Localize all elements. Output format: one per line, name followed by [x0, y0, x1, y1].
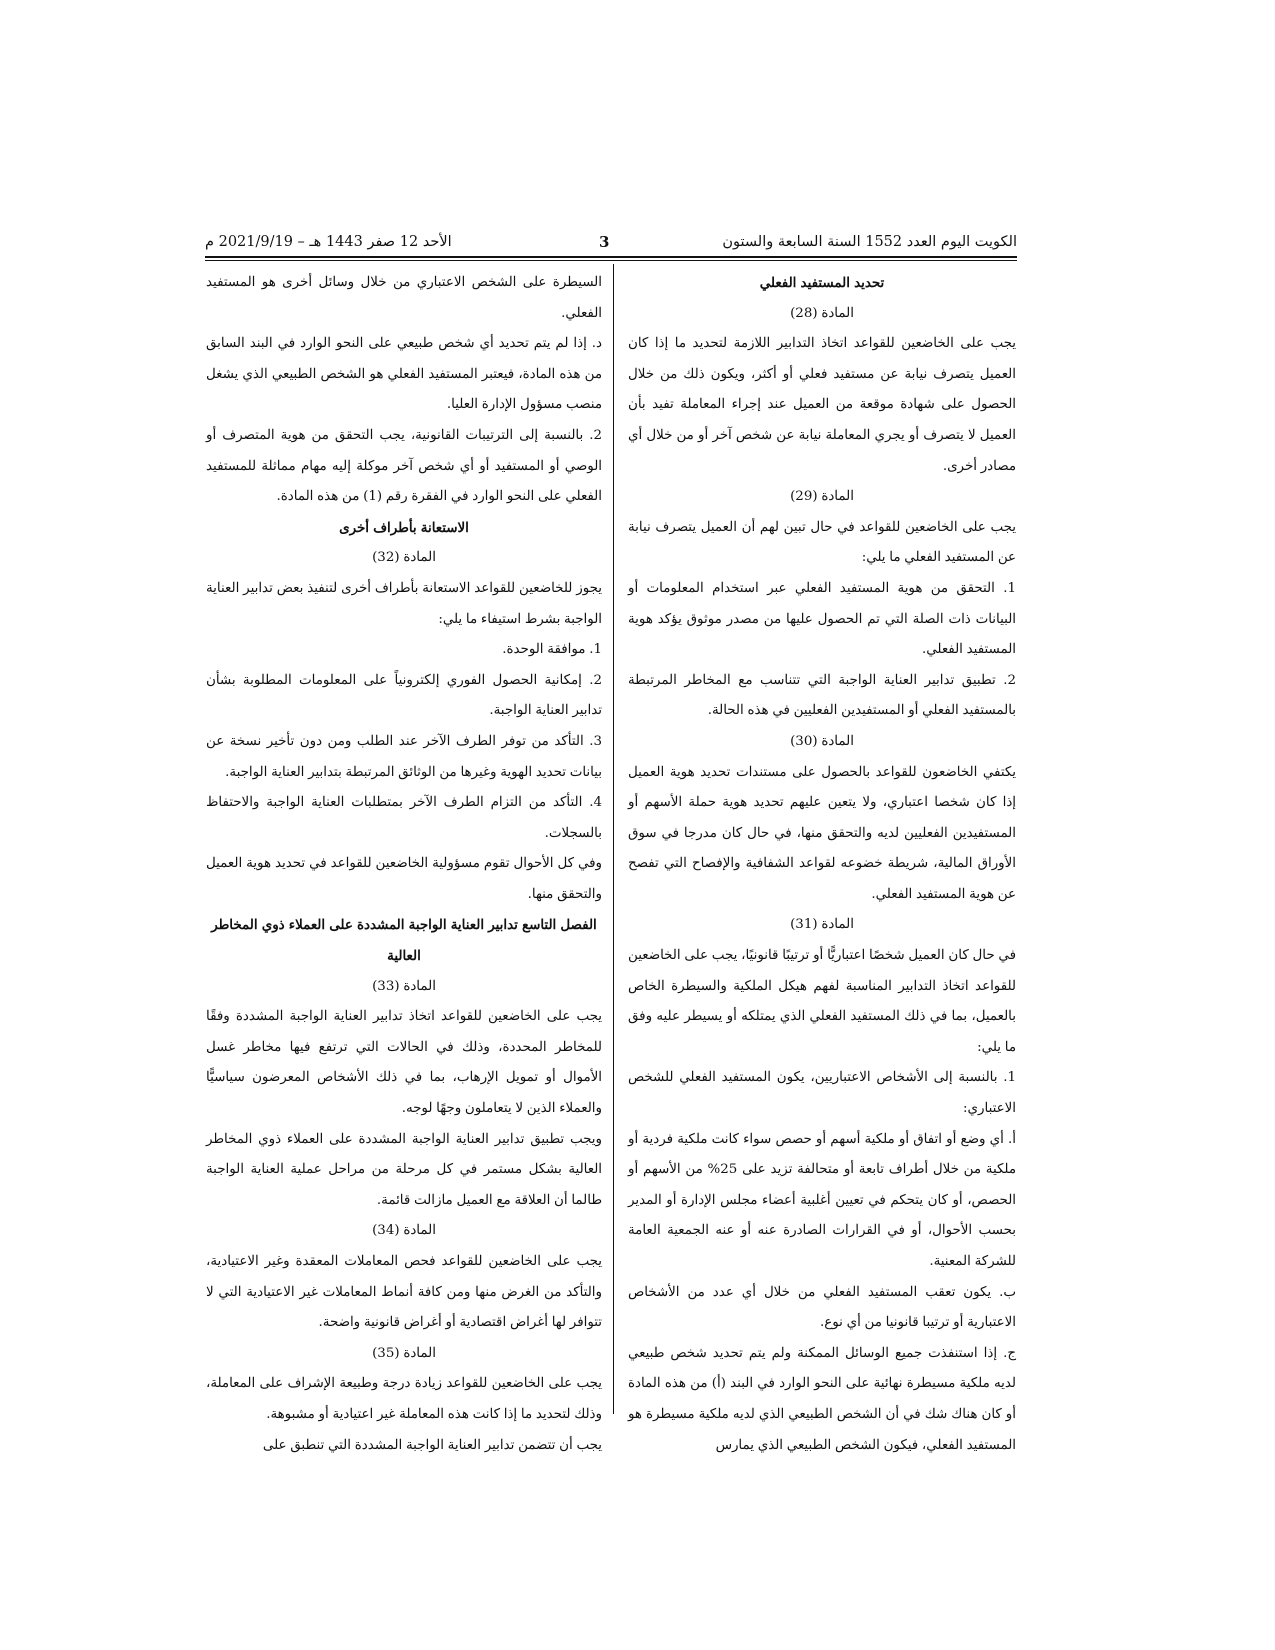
article-body: يجب على الخاضعين للقواعد زيادة درجة وطبيعة الإشراف على المعاملة، وذلك لتحديد ما إذا كانت هذه المعاملة غير اعتيادية أو مشبوهة. [206, 1376, 602, 1422]
header-rule-thin [205, 260, 1017, 261]
article-body: يجب على الخاضعين للقواعد في حال تبين لهم أن العميل يتصرف نيابة عن المستفيد الفعلي ما يلي: [628, 519, 1016, 566]
list-item: ب. يكون تعقب المستفيد الفعلي من خلال أي عدد من الأشخاص الاعتبارية أو ترتيبا قانونيا من أي نوع. [628, 1284, 1016, 1331]
article-heading: المادة (33) [372, 978, 436, 994]
article-heading: المادة (30) [790, 733, 854, 749]
article-body: ويجب تطبيق تدابير العناية الواجبة المشددة على العملاء ذوي المخاطر العالية بشكل مستمر في كل مرحلة من مراحل عملية العناية الواجبة طالما أن العلاقة مع العميل مازالت قائمة. [206, 1131, 602, 1208]
article-heading: المادة (34) [372, 1223, 436, 1239]
article-heading: المادة (31) [790, 917, 854, 933]
article-body: يكتفي الخاضعون للقواعد بالحصول على مستندات تحديد هوية العميل إذا كان شخصا اعتباري، ولا يتعين عليهم تحديد هوية حملة الأسهم أو المستفيدين الفعليين لديه والتحقق منها، في حال كان مدرجا في سوق الأوراق المالية، شريطة خضوعه لقواعد الشفافية والإفصاح التي تفصح عن هوية المستفيد الفعلي. [628, 764, 1016, 902]
article-body: يجوز للخاضعين للقواعد الاستعانة بأطراف أخرى لتنفيذ بعض تدابير العناية الواجبة بشرط استيفاء ما يلي: [206, 580, 602, 627]
list-item: 1. موافقة الوحدة. [502, 642, 602, 658]
left-column [206, 268, 602, 1461]
gazette-issue-info: الكويت اليوم العدد 1552 السنة السابعة والستون [722, 234, 1017, 250]
list-item: 1. التحقق من هوية المستفيد الفعلي عبر استخدام المعلومات أو البيانات ذات الصلة التي تم الحصول عليها من مصدر موثوق يؤكد هوية المستفيد الفعلي. [628, 580, 1016, 658]
article-heading: المادة (29) [790, 489, 854, 505]
section-heading: الاستعانة بأطراف أخرى [339, 519, 469, 536]
article-body: يجب على الخاضعين للقواعد اتخاذ تدابير العناية الواجبة المشددة وفقًا للمخاطر المحددة، وذلك في الحالات التي ترتفع فيها مخاطر غسل الأموال أو تمويل الإرهاب، بما في ذلك الأشخاص المعرضون سياسيًّا والعملاء الذين لا يتعاملون وجهًا لوجه. [206, 1009, 602, 1117]
list-item: ج. إذا استنفذت جميع الوسائل الممكنة ولم يتم تحديد شخص طبيعي لديه ملكية مسيطرة نهائية على النحو الوارد في البند (أ) من هذه المادة أو كان هناك شك في أن الشخص الطبيعي الذي لديه ملكية مسيطرة هو المستفيد الفعلي، فيكون الشخص الطبيعي الذي يمارس [628, 1345, 1016, 1453]
article-heading: المادة (28) [790, 305, 854, 321]
article-body: في حال كان العميل شخصًا اعتباريًّا أو ترتيبًا قانونيًا، يجب على الخاضعين للقواعد اتخاذ التدابير المناسبة لفهم هيكل الملكية والسيطرة الخاص بالعميل، بما في ذلك المستفيد الفعلي الذي يمتلكه أو يسيطر عليه وفق ما يلي: [628, 948, 1016, 1055]
article-heading: المادة (35) [372, 1345, 436, 1361]
list-item: د. إذا لم يتم تحديد أي شخص طبيعي على النحو الوارد في البند السابق من هذه المادة، فيعتبر المستفيد الفعلي هو الشخص الطبيعي الذي يشغل منصب مسؤول الإدارة العليا. [206, 336, 602, 413]
section-heading: تحديد المستفيد الفعلي [759, 275, 885, 291]
right-column [628, 268, 1016, 1461]
list-item: أ. أي وضع أو اتفاق أو ملكية أسهم أو حصص سواء كانت ملكية فردية أو ملكية من خلال أطراف تابعة أو متحالفة تزيد على 25% من الأسهم أو الحصص، أو كان يتحكم في تعيين أغلبية أعضاء مجلس الإدارة أو المدير بحسب الأحوال، أو في القرارات الصادرة عنه أو عنه الجمعية العامة للشركة المعنية. [628, 1131, 1016, 1269]
column-divider [613, 264, 614, 1414]
list-item: 1. بالنسبة إلى الأشخاص الاعتباريين، يكون المستفيد الفعلي للشخص الاعتباري: [628, 1070, 1016, 1117]
issue-date: الأحد 12 صفر 1443 هـ – 2021/9/19 م [205, 234, 452, 250]
article-heading: المادة (32) [372, 550, 436, 566]
chapter-heading: الفصل التاسع تدابير العناية الواجبة المشددة على العملاء ذوي المخاطر العالية [211, 917, 597, 965]
header-rule-thick [205, 256, 1017, 258]
article-body: يجب على الخاضعين للقواعد اتخاذ التدابير اللازمة لتحديد ما إذا كان العميل يتصرف نيابة عن مستفيد فعلي أو أكثر، ويكون ذلك من خلال الحصول على شهادة موقعة من العميل عند إجراء المعاملة تفيد بأن العميل لا يتصرف أو يجري المعاملة نيابة عن شخص آخر أو من خلال أي مصادر أخرى. [628, 336, 1016, 474]
article-body: وفي كل الأحوال تقوم مسؤولية الخاضعين للقواعد في تحديد هوية العميل والتحقق منها. [206, 856, 602, 902]
article-body: يجب أن تتضمن تدابير العناية الواجبة المشددة التي تنطبق على [262, 1437, 602, 1453]
list-item: 3. التأكد من توفر الطرف الآخر عند الطلب ومن دون تأخير نسخة عن بيانات تحديد الهوية وغيرها من الوثائق المرتبطة بتدابير العناية الواجبة. [206, 733, 602, 780]
list-item: 2. بالنسبة إلى الترتيبات القانونية، يجب التحقق من هوية المتصرف أو الوصي أو المستفيد أو أي شخص آخر موكلة إليه مهام مماثلة للمستفيد الفعلي على النحو الوارد في الفقرة رقم (1) من هذه المادة. [206, 427, 602, 505]
list-item: 4. التأكد من التزام الطرف الآخر بمتطلبات العناية الواجبة والاحتفاظ بالسجلات. [206, 795, 602, 841]
page-header [205, 226, 1017, 256]
article-body: يجب على الخاضعين للقواعد فحص المعاملات المعقدة وغير الاعتيادية، والتأكد من الغرض منها ومن كافة أنماط المعاملات غير الاعتيادية التي لا تتوافر لها أغراض اقتصادية أو أغراض قانونية واضحة. [206, 1254, 602, 1331]
list-item: 2. تطبيق تدابير العناية الواجبة التي تتناسب مع المخاطر المرتبطة بالمستفيد الفعلي أو المستفيدين الفعليين في هذه الحالة. [628, 672, 1016, 719]
list-item: 2. إمكانية الحصول الفوري إلكترونياً على المعلومات المطلوبة بشأن تدابير العناية الواجبة. [206, 672, 602, 719]
article-body: السيطرة على الشخص الاعتباري من خلال وسائل أخرى هو المستفيد الفعلي. [206, 275, 602, 321]
page-number: 3 [599, 233, 610, 251]
